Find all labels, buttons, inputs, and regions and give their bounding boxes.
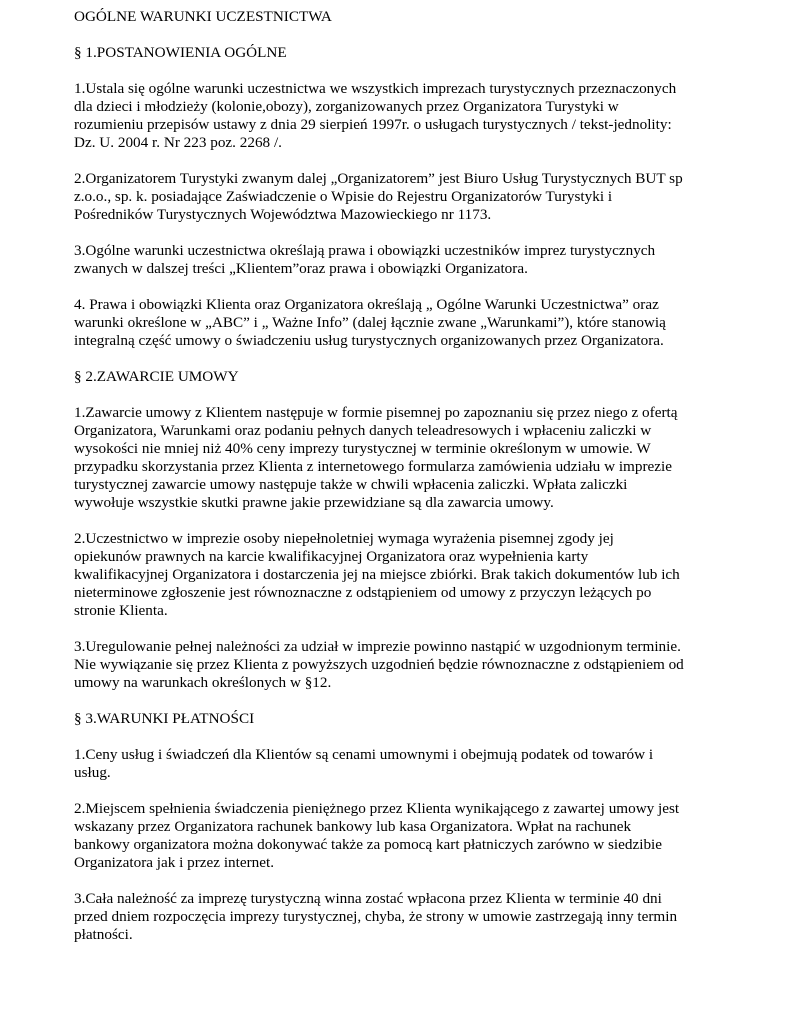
- section-1-paragraph-3: 3.Ogólne warunki uczestnictwa określają prawa i obowiązki uczestników imprez turystycznych zwanych w dalszej treści „Klientem”oraz prawa i obowiązki Organizatora.: [74, 242, 656, 277]
- section-1-paragraph-4: 4. Prawa i obowiązki Klienta oraz Organizatora określają „ Ogólne Warunki Uczestnictwa” oraz warunki określone w „ABC” i „ Ważne Info” (dalej łącznie zwane „Warunkami”), które stanowią integralną część umowy o świadczeniu usług turystycznych organizowanych przez Organizatora.: [74, 296, 666, 349]
- section-3-heading: § 3.WARUNKI PŁATNOŚCI: [74, 710, 255, 727]
- section-2-paragraph-3: 3.Uregulowanie pełnej należności za udział w imprezie powinno nastąpić w uzgodnionym terminie. Nie wywiązanie się przez Klienta z powyższych uzgodnień będzie równoznaczne z odstąpieniem od umowy na warunkach określonych w §12.: [74, 638, 684, 691]
- section-2-heading: § 2.ZAWARCIE UMOWY: [74, 368, 239, 385]
- section-3-paragraph-3: 3.Cała należność za imprezę turystyczną winna zostać wpłacona przez Klienta w terminie 40 dni przed dniem rozpoczęcia imprezy turystycznej, chyba, że strony w umowie zastrzegają inny termin płatności.: [74, 890, 678, 943]
- section-3-paragraph-2: 2.Miejscem spełnienia świadczenia pieniężnego przez Klienta wynikającego z zawartej umowy jest wskazany przez Organizatora rachunek bankowy lub kasa Organizatora. Wpłat na rachunek bankowy organizatora można dokonywać także za pomocą kart płatniczych zarówno w siedzibie Organizatora jak i przez internet.: [74, 800, 680, 871]
- section-2-paragraph-1: 1.Zawarcie umowy z Klientem następuje w formie pisemnej po zapoznaniu się przez niego z ofertą Organizatora, Warunkami oraz podaniu pełnych danych teleadresowych i wpłaceniu zaliczki w wysokości nie mniej niż 40% ceny imprezy turystycznej w terminie określonym w umowie. W przypadku skorzystania przez Klienta z internetowego formularza zamówienia udziału w imprezie turystycznej zawarcie umowy następuje także w chwili wpłacenia zaliczki. Wpłata zaliczki wywołuje wszystkie skutki prawne jakie przewidziane są dla zawarcia umowy.: [74, 404, 678, 511]
- section-1-paragraph-1: 1.Ustala się ogólne warunki uczestnictwa we wszystkich imprezach turystycznych przeznaczonych dla dzieci i młodzieży (kolonie,obozy), zorganizowanych przez Organizatora Turystyki w rozumieniu przepisów ustawy z dnia 29 sierpień 1997r. o usługach turystycznych / tekst-jednolity: Dz. U. 2004 r. Nr 223 poz. 2268 /.: [74, 80, 677, 151]
- document-title: OGÓLNE WARUNKI UCZESTNICTWA: [74, 8, 332, 25]
- section-1-heading: § 1.POSTANOWIENIA OGÓLNE: [74, 44, 287, 61]
- section-1-paragraph-2: 2.Organizatorem Turystyki zwanym dalej „Organizatorem” jest Biuro Usług Turystycznych BUT sp z.o.o., sp. k. posiadające Zaświadczenie o Wpisie do Rejestru Organizatorów Turystyki i Pośredników Turystycznych Województwa Mazowieckiego nr 1173.: [74, 170, 683, 223]
- section-3-paragraph-1: 1.Ceny usług i świadczeń dla Klientów są cenami umownymi i obejmują podatek od towarów i usług.: [74, 746, 654, 781]
- document-page: [74, 8, 714, 962]
- section-2-paragraph-2: 2.Uczestnictwo w imprezie osoby niepełnoletniej wymaga wyrażenia pisemnej zgody jej opiekunów prawnych na karcie kwalifikacyjnej Organizatora oraz wypełnienia karty kwalifikacyjnej Organizatora i dostarczenia jej na miejsce zbiórki. Brak takich dokumentów lub ich nieterminowe zgłoszenie jest równoznaczne z odstąpieniem od umowy z przyczyn leżących po stronie Klienta.: [74, 530, 680, 619]
